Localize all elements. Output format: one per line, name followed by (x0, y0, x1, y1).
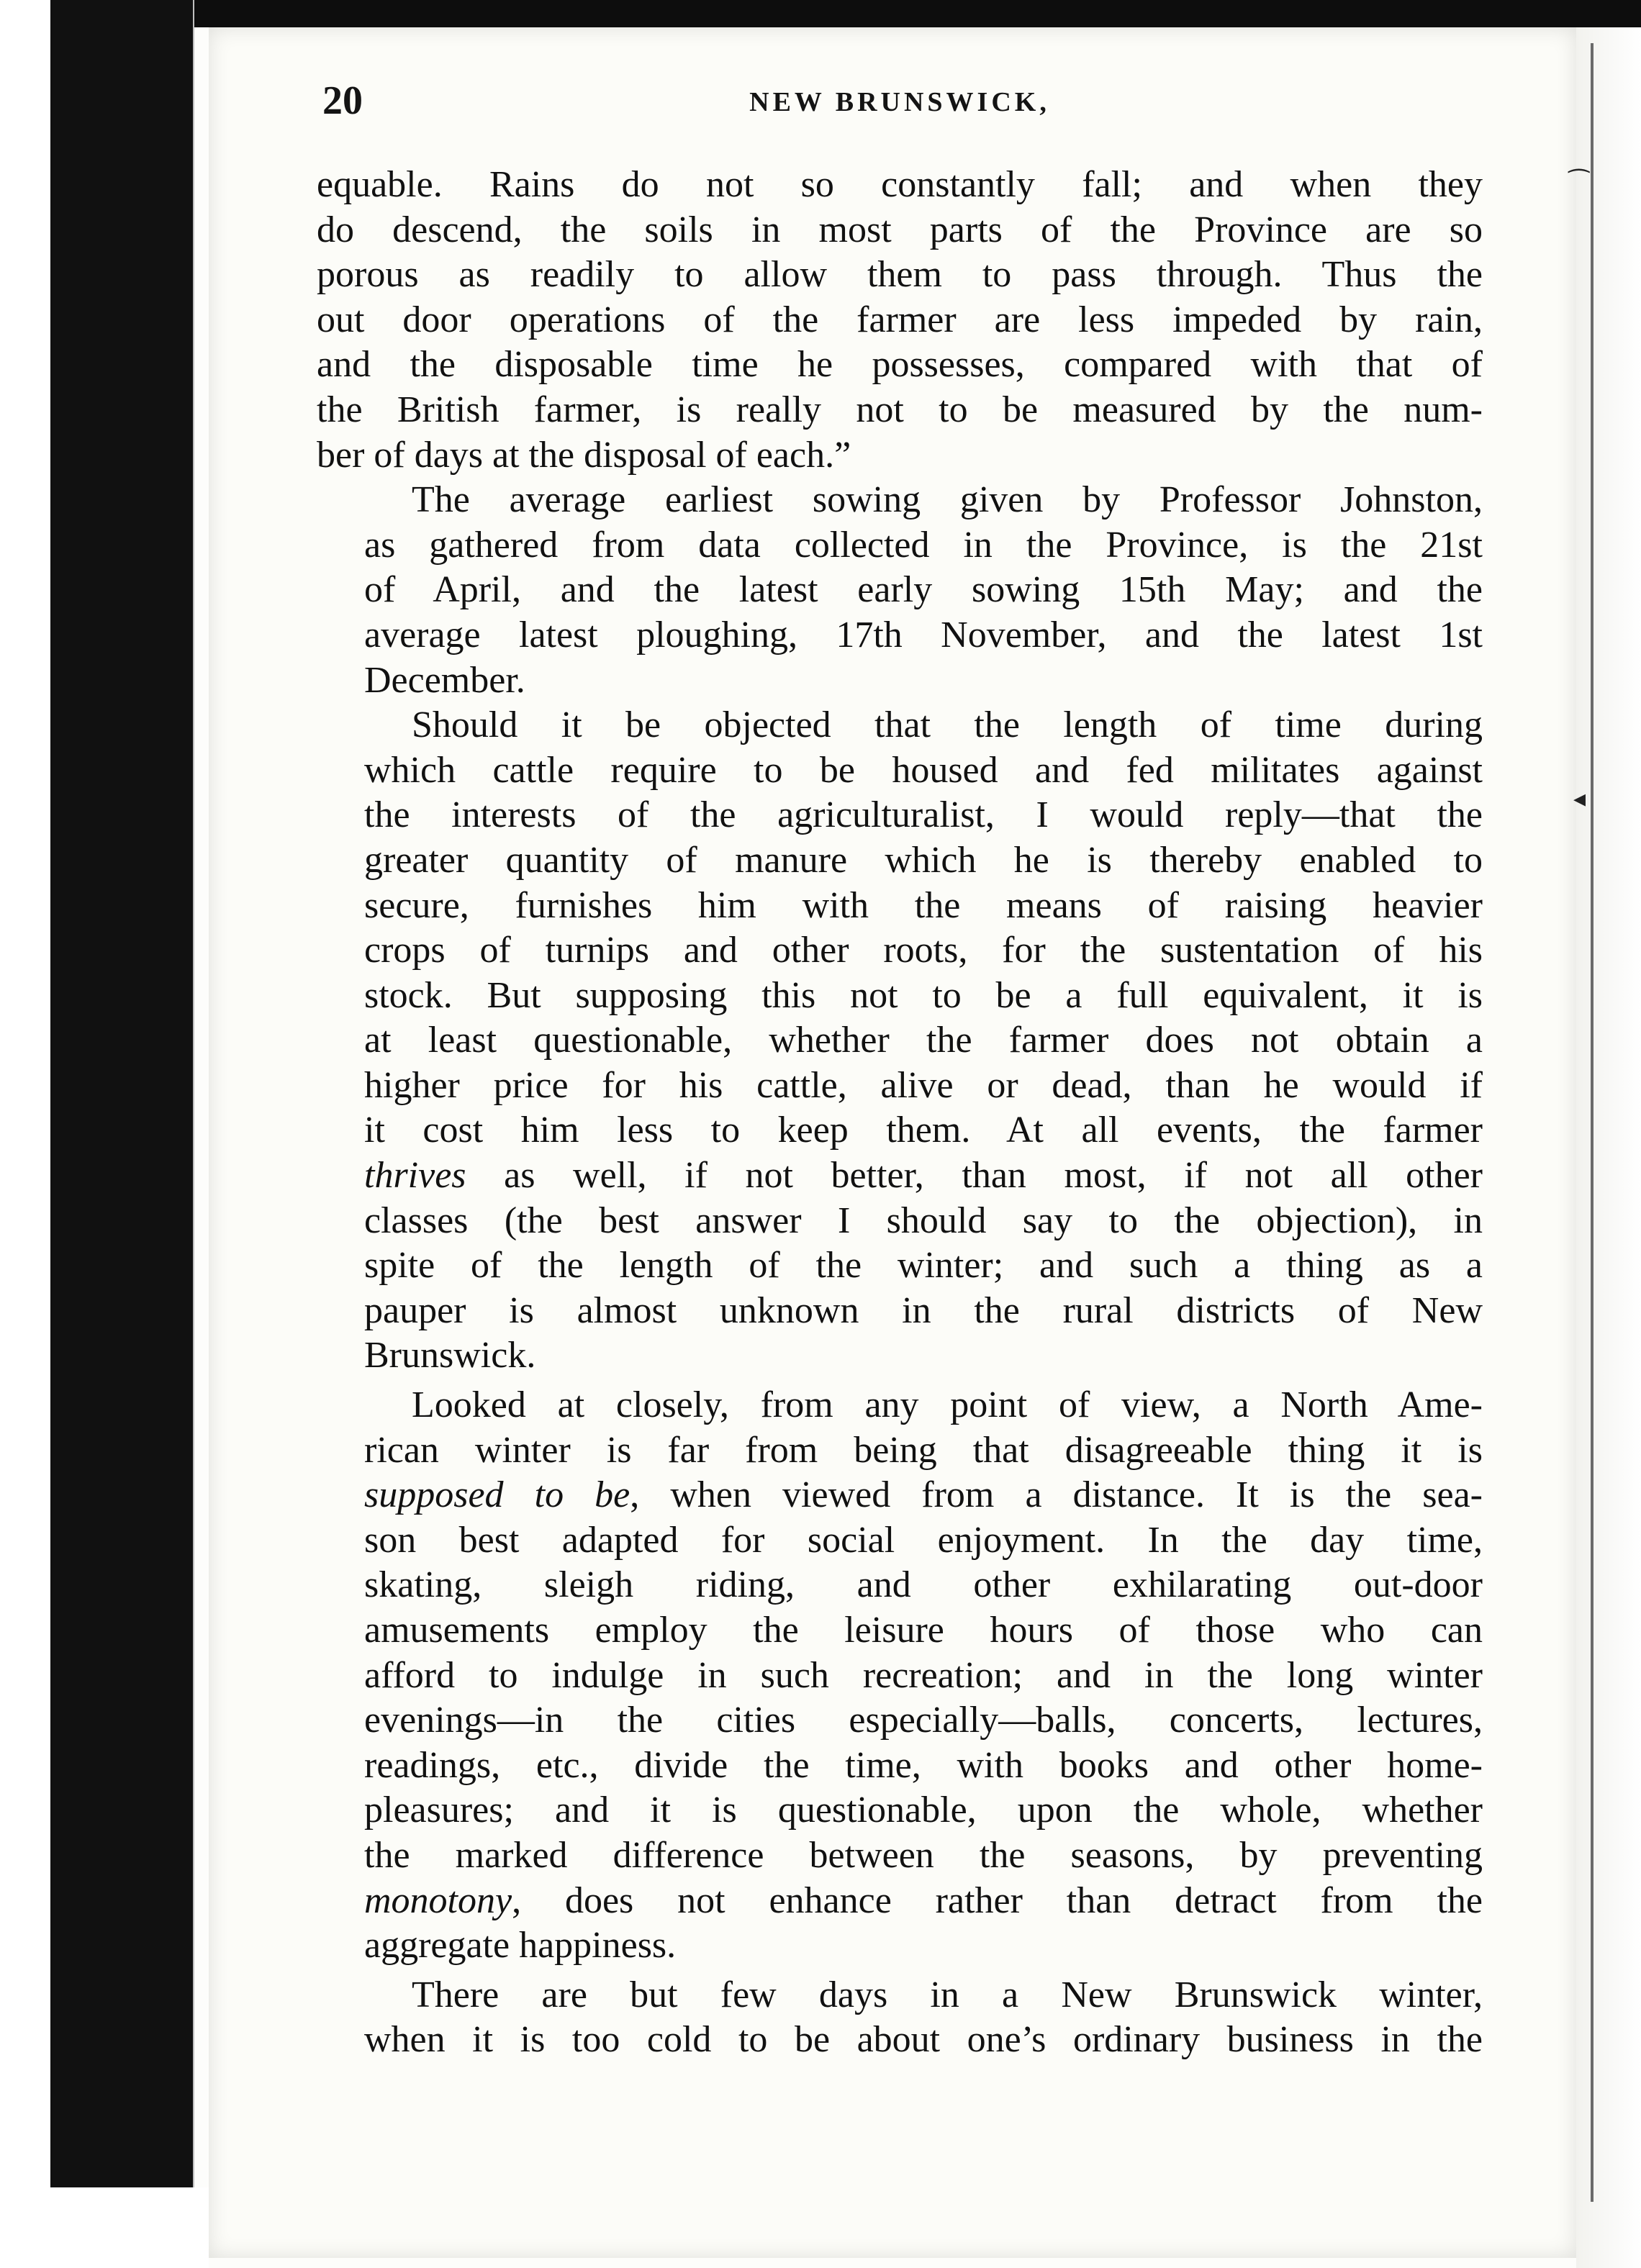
text-line: pauper is almost unknown in the rural districts of New (364, 1289, 1483, 1331)
text-line: as gathered from data collected in the Province, is the 21st (364, 524, 1483, 566)
italic-phrase: supposed to be (364, 1474, 630, 1516)
text-line: ber of days at the disposal of each.” (317, 434, 851, 476)
text-line: thrives as well, if not better, than most, if not all other (364, 1155, 1483, 1197)
text-line: out door operations of the farmer are less impeded by rain, (317, 299, 1483, 340)
text-line: December. (364, 659, 525, 701)
page-gutter (1576, 27, 1641, 2268)
text-line: spite of the length of the winter; and such a thing as a (364, 1245, 1483, 1287)
text-line: Looked at closely, from any point of view, a North Ame- (412, 1384, 1483, 1426)
text-line: There are but few days in a New Brunswick winter, (412, 1974, 1483, 2015)
text-line: the British farmer, is really not to be measured by the num- (317, 389, 1483, 430)
paragraph (317, 1973, 1483, 2063)
text-line: porous as readily to allow them to pass through. Thus the (317, 254, 1483, 296)
margin-mark: ⁀ (1569, 169, 1589, 198)
page-number: 20 (322, 78, 363, 123)
text-line: rican winter is far from being that disagreeable thing it is (364, 1429, 1483, 1471)
margin-mark: ◂ (1573, 784, 1586, 813)
body-text (317, 163, 1483, 2063)
text-line: The average earliest sowing given by Professor Johnston, (412, 479, 1483, 521)
text-line: evenings—in the cities especially—balls, concerts, lectures, (364, 1700, 1483, 1741)
text-line: readings, etc., divide the time, with books and other home- (364, 1744, 1483, 1786)
text-line: it cost him less to keep them. At all events, the farmer (364, 1110, 1483, 1151)
spine-shadow (1591, 43, 1593, 2202)
text-line: secure, furnishes him with the means of raising heavier (364, 884, 1483, 926)
text-line: Brunswick. (364, 1335, 536, 1376)
italic-phrase: monotony (364, 1879, 512, 1921)
page-header (317, 78, 1483, 135)
scanner-edge-bottom (50, 2187, 209, 2268)
text-line: Should it be objected that the length of time during (412, 704, 1483, 746)
text-line: skating, sleigh riding, and other exhilarating out-door (364, 1564, 1483, 1606)
scanner-edge-left (0, 0, 194, 2268)
text-line: monotony, does not enhance rather than detract from the (364, 1879, 1483, 1921)
text-line: of April, and the latest early sowing 15th May; and the (364, 569, 1483, 611)
text-line: supposed to be, when viewed from a distance. It is the sea- (364, 1474, 1483, 1516)
text-line: the marked difference between the seasons, by preventing (364, 1834, 1483, 1876)
italic-phrase: thrives (364, 1155, 466, 1197)
running-title: NEW BRUNSWICK, (749, 87, 1050, 117)
scanner-edge-top (0, 0, 1641, 27)
text-line: amusements employ the leisure hours of those who can (364, 1610, 1483, 1651)
text-line: stock. But supposing this not to be a full equivalent, it is (364, 974, 1483, 1016)
text-line: do descend, the soils in most parts of the Province are so (317, 209, 1483, 250)
text-line: higher price for his cattle, alive or dead, than he would if (364, 1064, 1483, 1106)
text-line: afford to indulge in such recreation; and in the long winter (364, 1654, 1483, 1696)
text-line: average latest ploughing, 17th November, and the latest 1st (364, 614, 1483, 656)
text-line: pleasures; and it is questionable, upon the whole, whether (364, 1790, 1483, 1831)
paragraph (317, 1383, 1483, 1969)
text-line: at least questionable, whether the farmer does not obtain a (364, 1020, 1483, 1061)
text-line: greater quantity of manure which he is thereby enabled to (364, 839, 1483, 881)
text-line: which cattle require to be housed and fed militates against (364, 749, 1483, 791)
text-line: the interests of the agriculturalist, I would reply—that the (364, 794, 1483, 836)
text-line: and the disposable time he possesses, compared with that of (317, 344, 1483, 386)
text-line: equable. Rains do not so constantly fall; and when they (317, 164, 1483, 205)
text-line: classes (the best answer I should say to the objection), in (364, 1199, 1483, 1241)
text-line: crops of turnips and other roots, for the sustentation of his (364, 930, 1483, 971)
text-line: son best adapted for social enjoyment. In the day time, (364, 1519, 1483, 1561)
paragraph (317, 163, 1483, 478)
text-line: when it is too cold to be about one’s ordinary business in the (364, 2019, 1483, 2061)
text-line: aggregate happiness. (364, 1925, 677, 1967)
paragraph (317, 478, 1483, 703)
paragraph (317, 703, 1483, 1379)
